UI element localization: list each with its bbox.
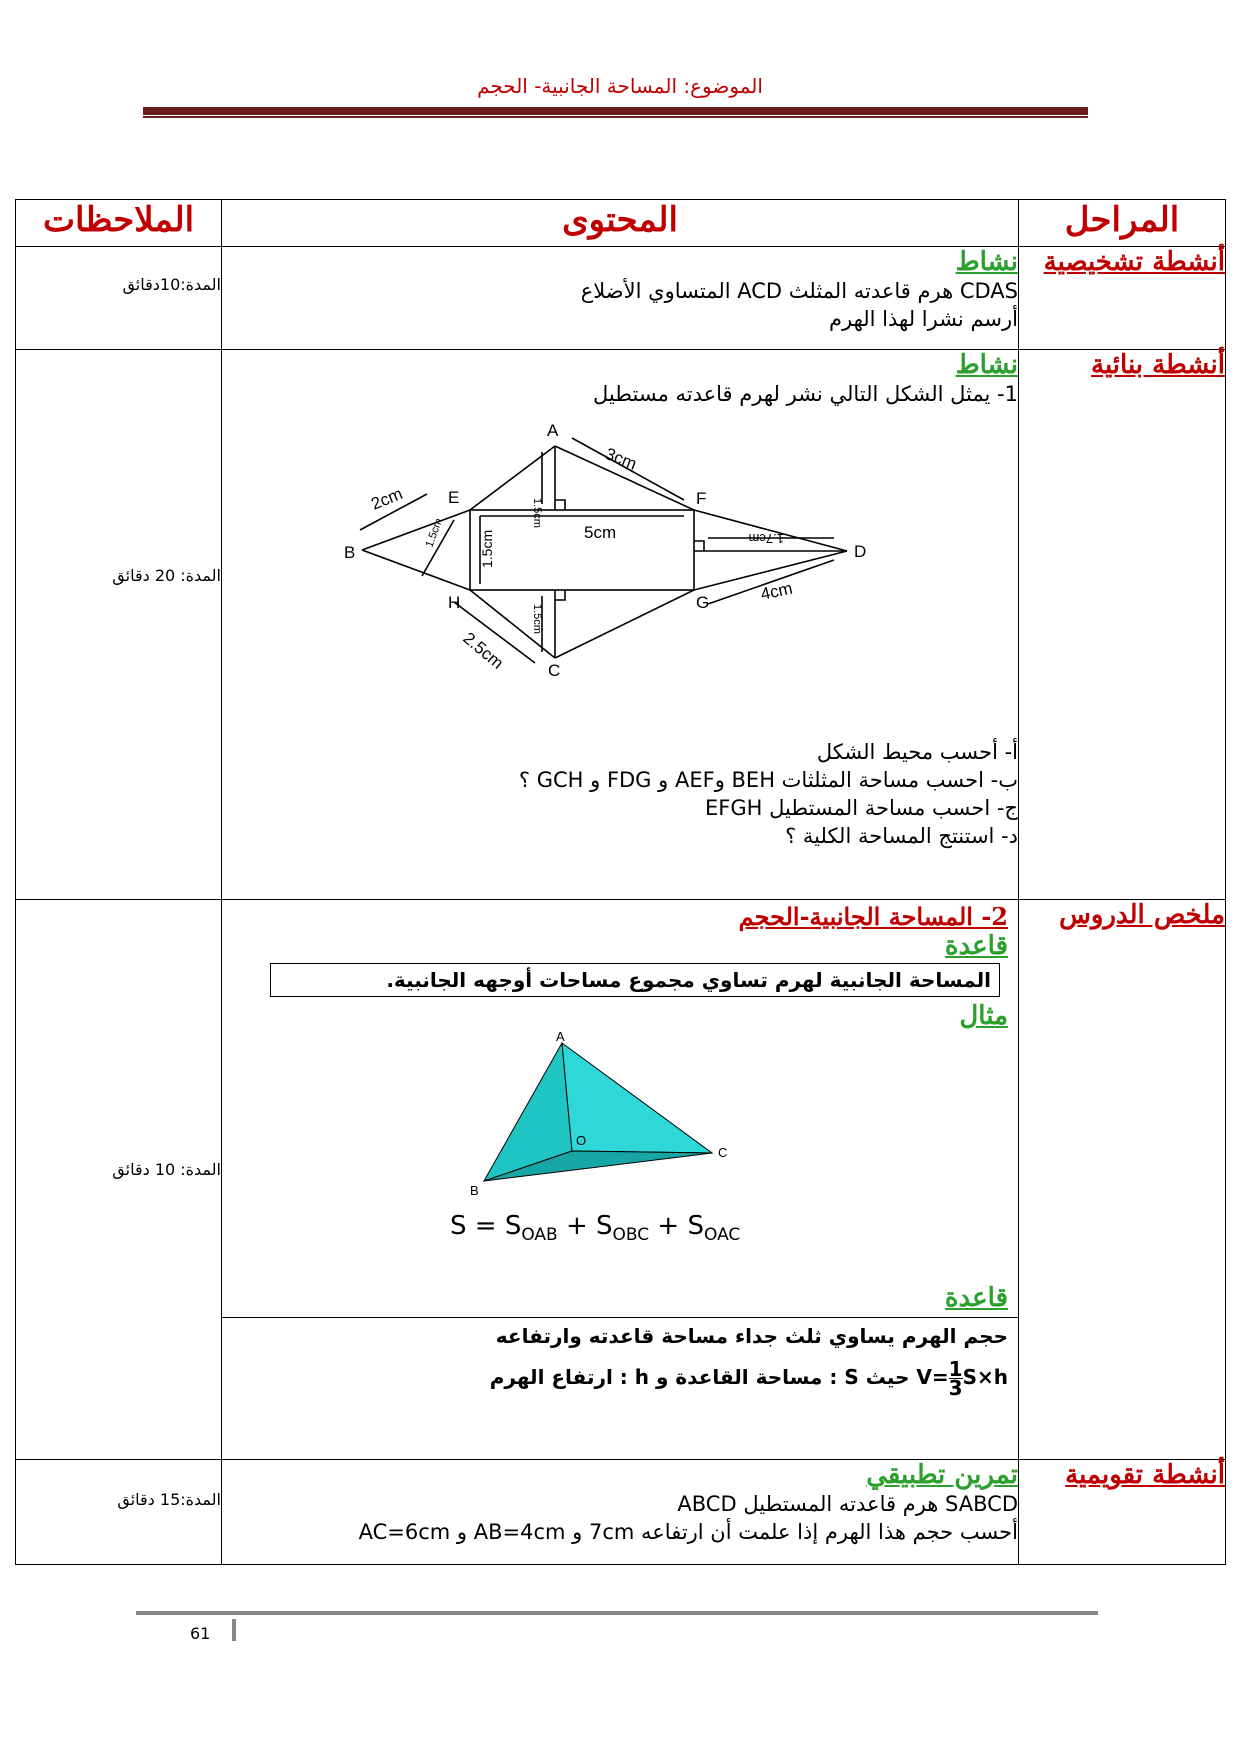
label-5cm: 5cm [584,523,617,542]
volume-expression [916,1357,1008,1400]
exercise-label: تمرين تطبيقي [866,1460,1018,1490]
volume-v: V= [916,1365,949,1389]
fraction-num: 1 [948,1357,963,1381]
pyr-point-B: B [470,1183,479,1198]
pyr-point-C: C [718,1145,728,1160]
table-row [16,247,1226,350]
table-header-row [16,200,1226,247]
fraction [948,1357,963,1400]
question-a: أ- أحسب محيط الشكل [816,740,1018,764]
point-F: F [696,489,707,508]
volume-formula [232,1357,1008,1400]
pyr-point-O: O [576,1133,587,1148]
footer-bar [232,1619,236,1641]
question-d: د- استنتج المساحة الكلية ؟ [785,824,1018,848]
example-label: مثال [959,1001,1008,1031]
page-title: الموضوع: المساحة الجانبية- الحجم [477,74,763,98]
point-G: G [696,593,710,612]
volume-rule [222,1317,1018,1401]
net-figure-wrap [222,408,1018,738]
activity-label: نشاط [955,247,1018,277]
page-number: 61 [190,1624,211,1643]
pyr-point-A: A [556,1031,565,1044]
point-E: E [448,488,460,507]
rule1-label: قاعدة [944,931,1008,961]
header-rule [143,107,1088,115]
footer-rule [136,1611,1098,1615]
lesson-table [15,199,1226,1565]
formula-plus1: + S [565,1211,613,1241]
row2-duration: المدة: 20 دقائق [16,350,222,900]
label-1-5cm-top: 1.5cm [531,498,543,528]
point-C: C [548,661,561,680]
volume-explanation: حيث S : مساحة القاعدة و h : ارتفاع الهرم [489,1365,910,1389]
formula-plus2: + S [657,1211,704,1241]
stage-summary: ملخص الدروس [1019,900,1226,1460]
point-H: H [448,593,461,612]
formula-s: S = S [450,1211,522,1241]
pyramid-figure-wrap [232,1031,1008,1211]
question-c: ج- احسب مساحة المستطيل EFGH [705,796,1018,820]
header-content: المحتوى [222,200,1019,247]
row3-duration: المدة: 10 دقائق [16,900,222,1460]
row3-upper [222,900,1018,1317]
formula-obc: OBC [612,1225,650,1246]
row4-duration: المدة:15 دقائق [16,1460,222,1565]
table-row [16,900,1226,1460]
label-1-5cm-rect: 1.5cm [479,529,495,568]
rule2-text: حجم الهرم يساوي ثلث جداء مساحة قاعدته وارتفاعه [495,1324,1008,1348]
label-2-5cm: 2.5cm [459,628,508,673]
point-D: D [854,542,867,561]
activity-label: نشاط [955,350,1018,380]
row2-intro: 1- يمثل الشكل التالي نشر لهرم قاعدته مستطيل [593,382,1018,406]
rule1-box: المساحة الجانبية لهرم تساوي مجموع مساحات أوجهه الجانبية. [270,963,1000,997]
header-stages: المراحل [1019,200,1226,247]
row1-line1: CDAS هرم قاعدته المثلث ACD المتساوي الأضلاع [580,279,1018,303]
point-B: B [344,543,356,562]
row1-content [222,247,1019,350]
rule2-label: قاعدة [944,1283,1008,1313]
row1-line2: أرسم نشرا لهذا الهرم [828,307,1018,331]
label-3cm: 3cm [602,444,640,474]
formula-oab: OAB [521,1225,558,1246]
stage-diagnostic: أنشطة تشخيصية [1019,247,1226,350]
pyramid-figure [232,1031,922,1211]
row2-content [222,350,1019,900]
row4-line1: SABCD هرم قاعدته المستطيل ABCD [677,1492,1018,1516]
row1-duration: المدة:10دقائق [16,247,222,350]
lateral-area-formula [232,1211,1008,1271]
pyramid-net-figure [222,408,912,738]
row3-content [222,900,1019,1460]
formula-oac: OAC [703,1225,741,1246]
label-1-5cm-left: 1.5cm [423,516,446,550]
label-4cm: 4cm [758,578,795,604]
label-2cm: 2cm [368,484,406,514]
row4-line2: أحسب حجم هذا الهرم إذا علمت أن ارتفاعه 7cm و AB=4cm و AC=6cm [358,1520,1018,1544]
label-1-7cm: 1.7cm [748,531,784,546]
question-b: ب- احسب مساحة المثلثات BEH وAEF و FDG و GCH ؟ [518,768,1018,792]
fraction-den: 3 [948,1376,963,1400]
label-1-5cm-bottom: 1.5cm [531,604,543,634]
table-row [16,1460,1226,1565]
volume-sh: S×h [962,1365,1008,1389]
lesson-title: 2- المساحة الجانبية-الحجم [738,902,1008,931]
point-A: A [547,421,559,440]
header-rule-thin [143,116,1088,118]
stage-evaluation: أنشطة تقويمية [1019,1460,1226,1565]
stage-constructive: أنشطة بنائية [1019,350,1226,900]
header-notes: الملاحظات [16,200,222,247]
row4-content [222,1460,1019,1565]
table-row [16,350,1226,900]
